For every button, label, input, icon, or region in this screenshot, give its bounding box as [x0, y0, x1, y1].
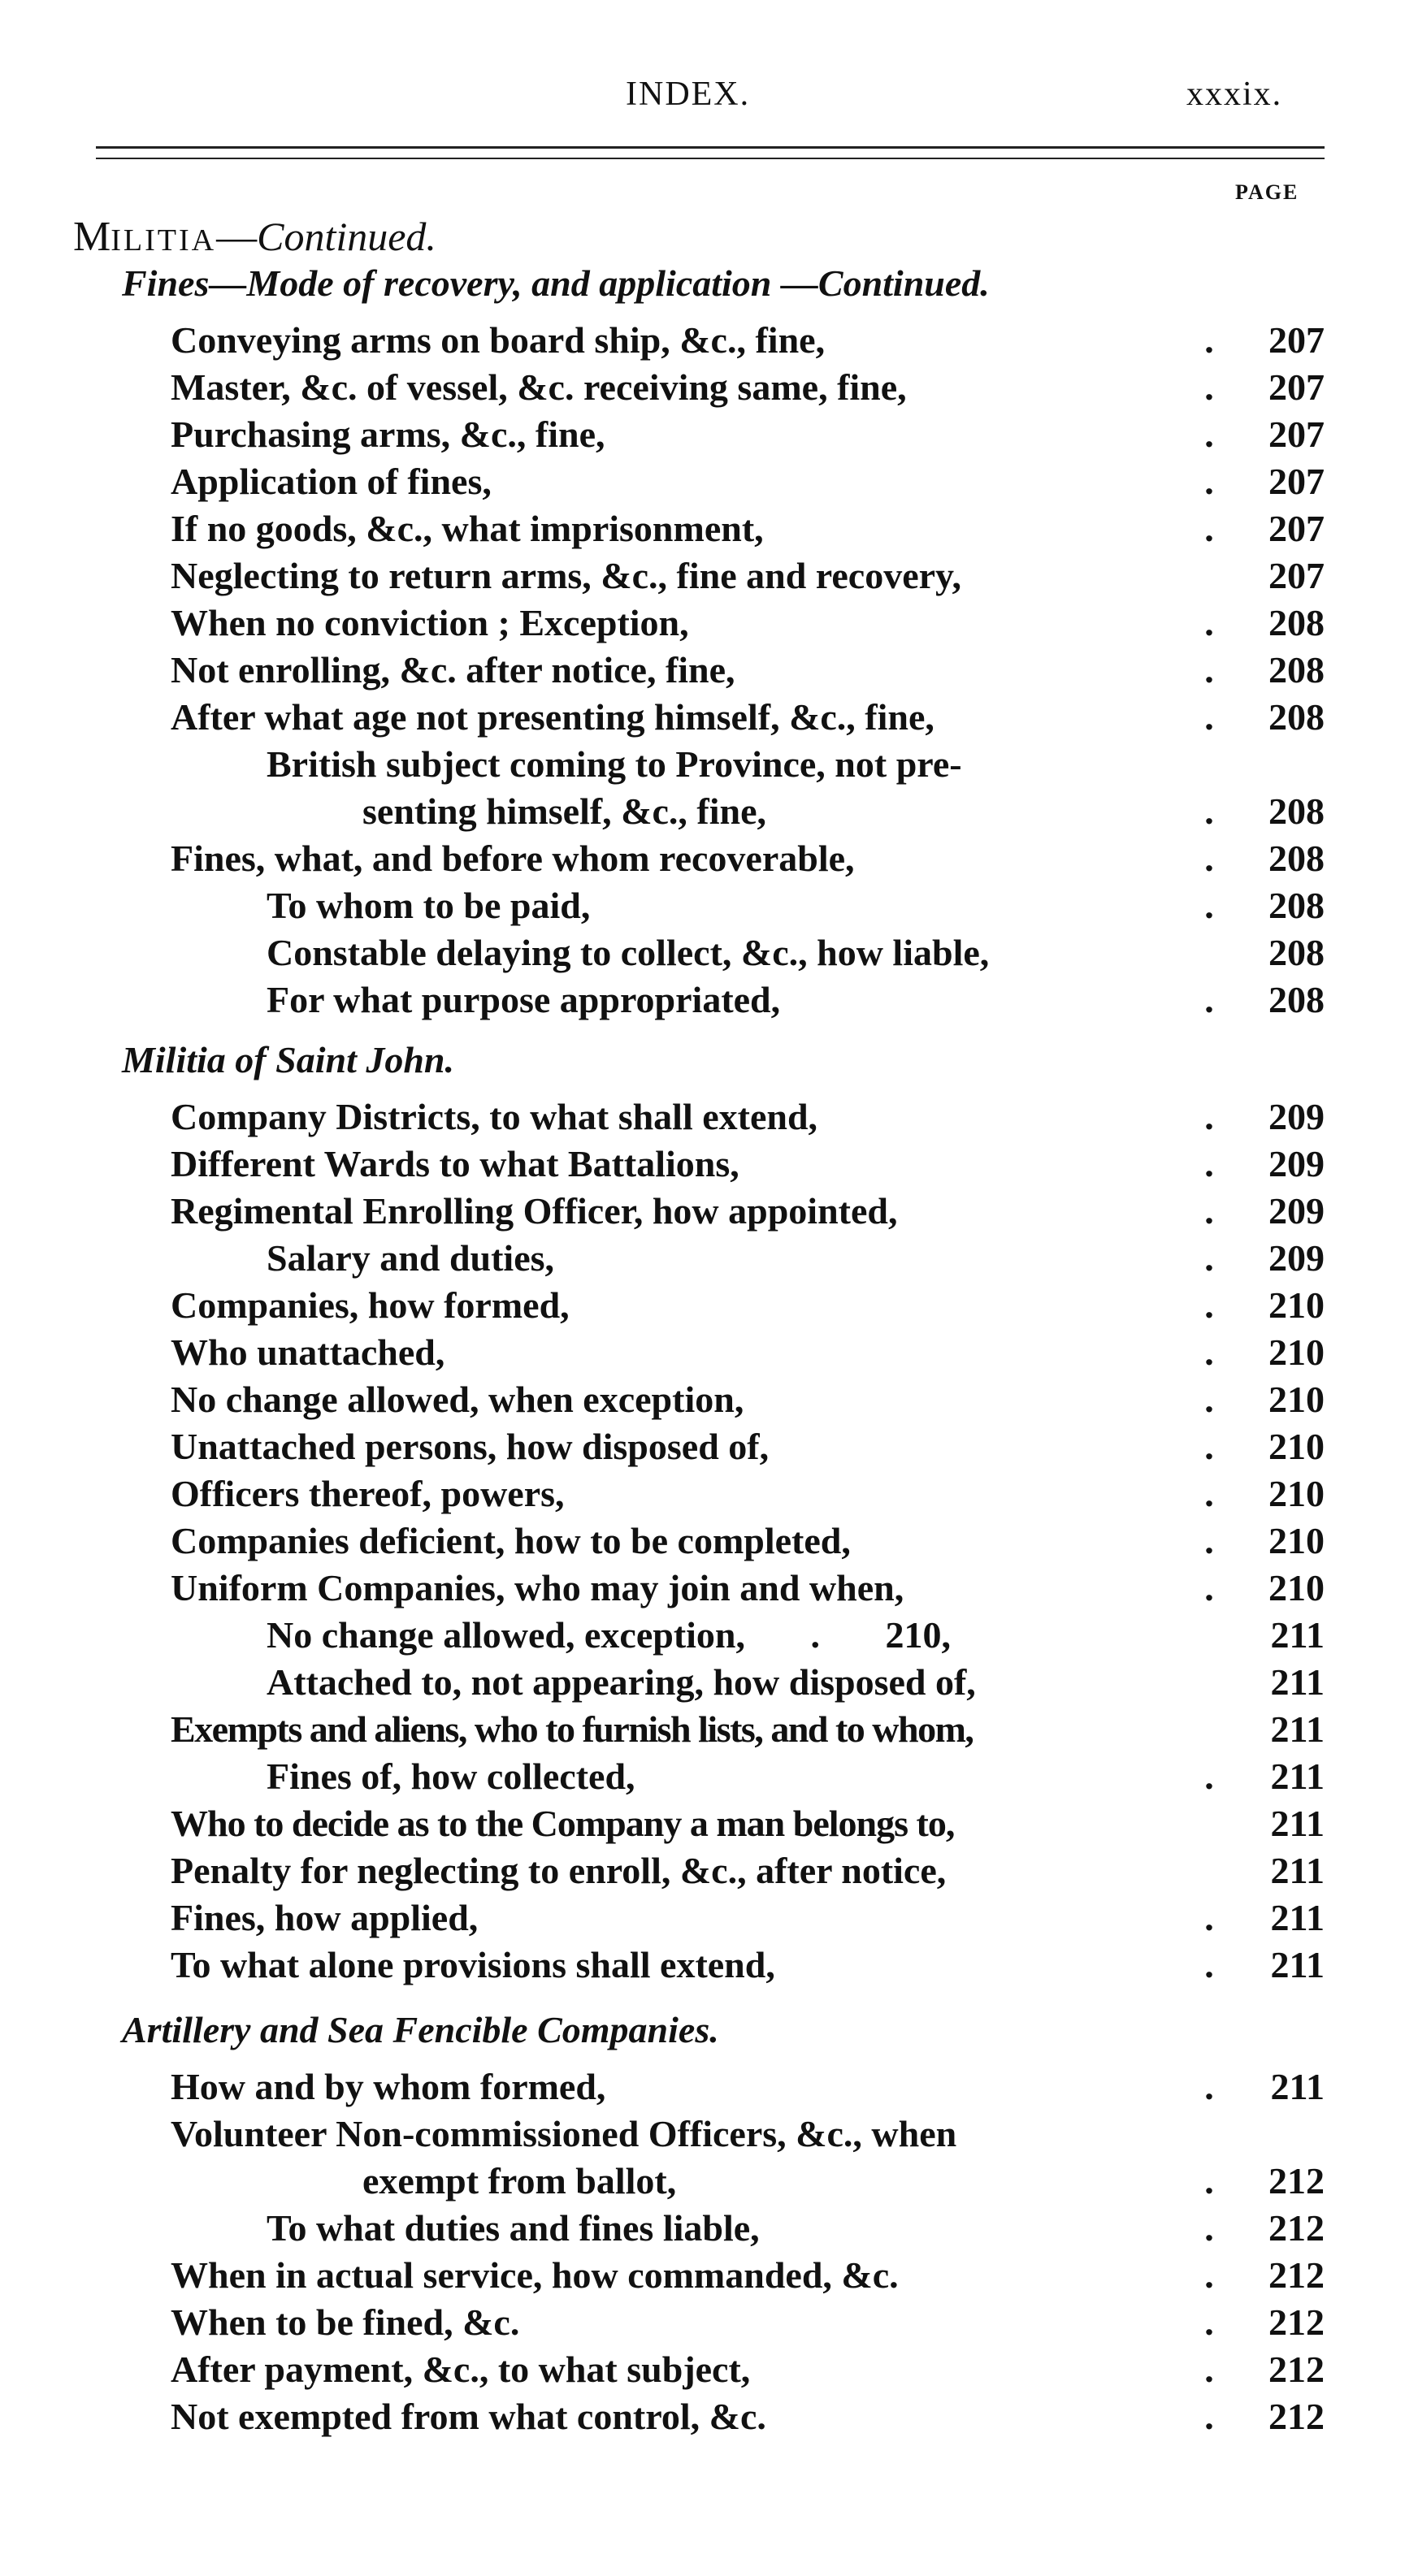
entry-page: 211: [1270, 1614, 1325, 1656]
entry-page: 208: [1268, 979, 1325, 1020]
index-entry: [0, 411, 1405, 458]
entry-text: Company Districts, to what shall extend,: [171, 1096, 818, 1137]
index-entry: [0, 1517, 1405, 1565]
leader-dot: .: [1204, 1190, 1214, 1232]
running-head-title: INDEX.: [626, 76, 751, 113]
entry-page: 211: [1270, 2066, 1325, 2107]
entry-text: exempt from ballot,: [362, 2160, 677, 2202]
entry-page: 210: [1268, 1426, 1325, 1467]
index-entry: [0, 694, 1405, 741]
index-entry: [0, 1423, 1405, 1470]
entry-page: 212: [1268, 2254, 1325, 2296]
entry-text: Constable delaying to collect, &c., how liable,: [267, 932, 990, 973]
leader-dot: .: [1204, 461, 1214, 502]
entry-text: Who to decide as to the Company a man belongs to,: [171, 1803, 955, 1844]
entry-page: 209: [1268, 1237, 1325, 1279]
entry-page: 209: [1268, 1143, 1325, 1184]
entry-text: How and by whom formed,: [171, 2066, 606, 2107]
leader-dot: .: [1204, 1473, 1214, 1514]
leader-dot: .: [1204, 1897, 1214, 1938]
main-heading-dash: —: [216, 214, 258, 259]
index-entry: [0, 1894, 1405, 1942]
entry-text: After what age not presenting himself, &c., fine,: [171, 696, 934, 738]
entry-page: 212: [1268, 2396, 1325, 2437]
main-heading-initial: M: [73, 214, 111, 260]
entry-page: 207: [1268, 413, 1325, 455]
index-entry: [0, 1942, 1405, 1989]
entry-text: Master, &c. of vessel, &c. receiving same, fine,: [171, 366, 907, 408]
index-entry: [0, 364, 1405, 411]
entry-text: Who unattached,: [171, 1331, 445, 1373]
leader-dot: .: [1204, 1756, 1214, 1797]
entry-text: To whom to be paid,: [267, 885, 591, 926]
entry-text: After payment, &c., to what subject,: [171, 2349, 751, 2390]
leader-dot: .: [1204, 2396, 1214, 2437]
entry-text: Conveying arms on board ship, &c., fine,: [171, 319, 826, 361]
index-entry: [0, 600, 1405, 647]
index-entry: [0, 1565, 1405, 1612]
entry-text: Fines of, how collected,: [267, 1756, 635, 1797]
running-head: [0, 75, 1405, 123]
entry-page: 212: [1268, 2160, 1325, 2202]
entry-text: No change allowed, exception, . 210,: [267, 1614, 952, 1656]
leader-dot: .: [1204, 2254, 1214, 2296]
entry-text: Salary and duties,: [267, 1237, 555, 1279]
leader-dot: .: [1204, 1944, 1214, 1985]
entry-page: 208: [1268, 602, 1325, 643]
entry-page: 212: [1268, 2301, 1325, 2343]
leader-dot: .: [1204, 2349, 1214, 2390]
index-entry: [0, 882, 1405, 929]
entry-text: Application of fines,: [171, 461, 492, 502]
entry-page: 209: [1268, 1096, 1325, 1137]
entry-page: 211: [1270, 1944, 1325, 1985]
entry-page: 211: [1270, 1803, 1325, 1844]
leader-dot: .: [1204, 2301, 1214, 2343]
leader-dot: .: [1204, 366, 1214, 408]
leader-dot: .: [1204, 1331, 1214, 1373]
header-rule: [96, 146, 1325, 149]
entry-text: Unattached persons, how disposed of,: [171, 1426, 770, 1467]
leader-dot: .: [1204, 649, 1214, 691]
index-entry: [0, 1141, 1405, 1188]
entry-text: No change allowed, when exception,: [171, 1379, 744, 1420]
page-column-label: PAGE: [1235, 180, 1299, 204]
entry-text: Companies deficient, how to be completed,: [171, 1520, 851, 1561]
section-heading: Militia of Saint John.: [122, 1039, 455, 1080]
entry-text: Exempts and aliens, who to furnish lists, and to whom,: [171, 1708, 974, 1750]
index-entry: [0, 2205, 1405, 2252]
entry-page: 208: [1268, 649, 1325, 691]
entry-page: 210: [1268, 1520, 1325, 1561]
leader-dot: .: [1204, 790, 1214, 832]
entry-text: When in actual service, how commanded, &c.: [171, 2254, 899, 2296]
leader-dot: .: [1204, 602, 1214, 643]
leader-dot: .: [1204, 885, 1214, 926]
entry-text: Not exempted from what control, &c.: [171, 2396, 766, 2437]
index-entry: [0, 2346, 1405, 2393]
entry-text: Volunteer Non-commissioned Officers, &c., when: [171, 2113, 957, 2154]
entry-text: Not enrolling, &c. after notice, fine,: [171, 649, 735, 691]
main-heading: [73, 213, 436, 264]
leader-dot: .: [1204, 413, 1214, 455]
leader-dot: .: [1204, 319, 1214, 361]
entry-page: 211: [1270, 1897, 1325, 1938]
entry-page: 210: [1268, 1567, 1325, 1608]
entry-page: 209: [1268, 1190, 1325, 1232]
entry-page: 207: [1268, 461, 1325, 502]
entry-page: 207: [1268, 319, 1325, 361]
section-heading: Fines—Mode of recovery, and application —Continued.: [122, 262, 990, 304]
leader-dot: .: [1204, 1284, 1214, 1326]
index-entry: [0, 1706, 1405, 1753]
entry-text: For what purpose appropriated,: [267, 979, 781, 1020]
index-entry: [0, 1470, 1405, 1517]
entry-page: 210: [1268, 1379, 1325, 1420]
entry-page: 211: [1270, 1708, 1325, 1750]
index-entry: [0, 2393, 1405, 2440]
leader-dot: .: [1204, 838, 1214, 879]
entry-text: Purchasing arms, &c., fine,: [171, 413, 605, 455]
index-entry: [0, 1188, 1405, 1235]
entry-page: 207: [1268, 508, 1325, 549]
index-entry: [0, 2158, 1405, 2205]
index-entry: [0, 929, 1405, 976]
header-rule-lower: [96, 158, 1325, 159]
leader-dot: .: [1204, 1379, 1214, 1420]
entry-page: 208: [1268, 790, 1325, 832]
entry-text: Fines, what, and before whom recoverable,: [171, 838, 855, 879]
entry-page: 207: [1268, 555, 1325, 596]
entry-text: When to be fined, &c.: [171, 2301, 520, 2343]
leader-dot: .: [1204, 2160, 1214, 2202]
leader-dot: .: [1204, 1237, 1214, 1279]
entry-page: 211: [1270, 1756, 1325, 1797]
entry-text: To what alone provisions shall extend,: [171, 1944, 775, 1985]
leader-dot: .: [1204, 1143, 1214, 1184]
index-entry: [0, 317, 1405, 364]
index-entry: [0, 1282, 1405, 1329]
index-entry: [0, 2063, 1405, 2111]
leader-dot: .: [1204, 1426, 1214, 1467]
page-folio: xxxix.: [1186, 76, 1283, 113]
leader-dot: .: [1204, 696, 1214, 738]
entry-page: 212: [1268, 2207, 1325, 2249]
entry-text: Neglecting to return arms, &c., fine and recovery,: [171, 555, 962, 596]
index-entry: [0, 1612, 1405, 1659]
leader-dot: .: [1204, 1096, 1214, 1137]
leader-dot: .: [1204, 1520, 1214, 1561]
index-entry: [0, 647, 1405, 694]
entry-page: 208: [1268, 932, 1325, 973]
main-heading-continued: Continued.: [257, 214, 436, 259]
leader-dot: .: [1204, 979, 1214, 1020]
entry-text: British subject coming to Province, not pre-: [267, 743, 962, 785]
leader-dot: .: [1204, 508, 1214, 549]
entry-text: Penalty for neglecting to enroll, &c., after notice,: [171, 1850, 947, 1891]
entry-text: senting himself, &c., fine,: [362, 790, 767, 832]
entry-page: 211: [1270, 1850, 1325, 1891]
entry-page: 208: [1268, 696, 1325, 738]
index-entry: [0, 458, 1405, 505]
main-heading-caps: ILITIA: [111, 223, 217, 258]
section-heading: Artillery and Sea Fencible Companies.: [122, 2009, 719, 2050]
entry-text: Companies, how formed,: [171, 1284, 570, 1326]
index-entry: [0, 1659, 1405, 1706]
entry-page: 207: [1268, 366, 1325, 408]
index-entry: [0, 2299, 1405, 2346]
leader-dot: .: [1204, 2207, 1214, 2249]
index-entry: [0, 2111, 1405, 2158]
index-entry: [0, 552, 1405, 600]
leader-dot: .: [1204, 1567, 1214, 1608]
entry-page: 210: [1268, 1331, 1325, 1373]
entry-text: Uniform Companies, who may join and when,: [171, 1567, 904, 1608]
entry-text: Officers thereof, powers,: [171, 1473, 565, 1514]
index-entry: [0, 1235, 1405, 1282]
index-entry: [0, 2252, 1405, 2299]
index-entry: [0, 741, 1405, 788]
entry-text: Attached to, not appearing, how disposed of,: [267, 1661, 976, 1703]
entry-text: When no conviction ; Exception,: [171, 602, 689, 643]
entry-page: 212: [1268, 2349, 1325, 2390]
entry-page: 210: [1268, 1284, 1325, 1326]
entry-text: Fines, how applied,: [171, 1897, 479, 1938]
entry-page: 211: [1270, 1661, 1325, 1703]
index-entry: [0, 976, 1405, 1024]
index-entry: [0, 788, 1405, 835]
index-entry: [0, 1376, 1405, 1423]
index-entry: [0, 505, 1405, 552]
entry-text: Different Wards to what Battalions,: [171, 1143, 739, 1184]
entry-page: 208: [1268, 838, 1325, 879]
index-entry: [0, 1800, 1405, 1847]
entry-text: If no goods, &c., what imprisonment,: [171, 508, 764, 549]
entry-text: Regimental Enrolling Officer, how appointed,: [171, 1190, 898, 1232]
entry-text: To what duties and fines liable,: [267, 2207, 760, 2249]
index-entry: [0, 1847, 1405, 1894]
leader-dot: .: [1204, 2066, 1214, 2107]
index-entry: [0, 1329, 1405, 1376]
index-entry: [0, 1093, 1405, 1141]
entry-page: 208: [1268, 885, 1325, 926]
index-entry: [0, 1753, 1405, 1800]
entry-page: 210: [1268, 1473, 1325, 1514]
index-entry: [0, 835, 1405, 882]
